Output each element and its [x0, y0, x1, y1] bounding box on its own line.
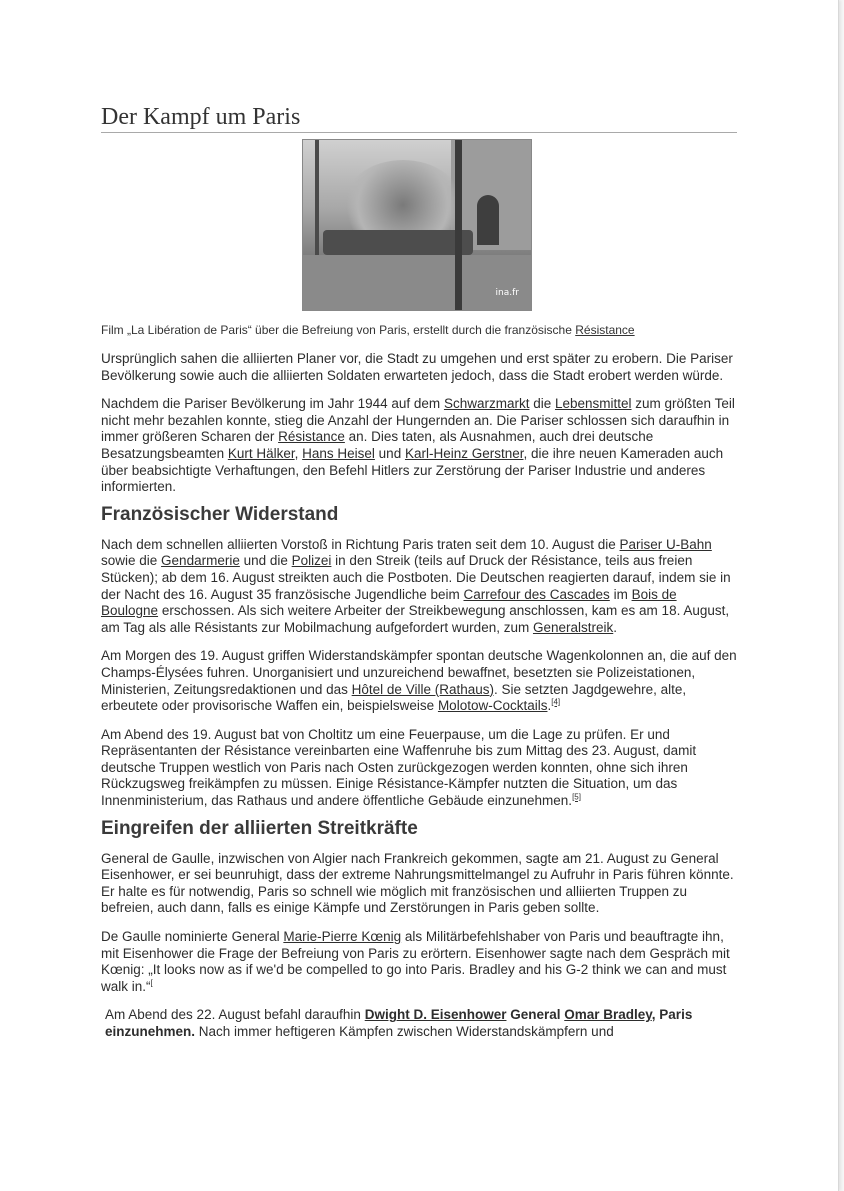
link-lebensmittel[interactable]: Lebensmittel	[554, 396, 632, 412]
photo-debris	[323, 230, 473, 255]
link-carrefour-des-cascades[interactable]: Carrefour des Cascades	[463, 586, 610, 602]
paragraph-2	[101, 396, 737, 496]
text: Ursprünglich sahen die alliierten Planer vor, die Stadt zu umgehen und erst später zu erobern. Die Pariser Bevölkerung sowie auch die alliierten Soldaten erwarteten jedoch, dass die Stadt erobert werden würde.	[101, 351, 733, 383]
text: erschossen. Als sich weitere Arbeiter der Streikbewegung anschlossen, kam es am 18. August, am Tag als alle Résistants zur Mobilmachung aufgefordert wurden, zum	[101, 603, 730, 635]
text: .	[547, 698, 552, 714]
link-marie-pierre-koenig[interactable]: Marie-Pierre Kœnig	[283, 929, 402, 945]
link-molotow-cocktails[interactable]: Molotow-Cocktails	[437, 698, 548, 714]
section-heading-widerstand: Französischer Widerstand	[101, 503, 339, 525]
text: Am Abend des 22. August befahl daraufhin	[105, 1007, 365, 1023]
text: De Gaulle nominierte General	[101, 929, 284, 945]
watermark: ina.fr	[495, 288, 519, 298]
paragraph-7	[101, 929, 737, 995]
text-bold: , Paris einzunehmen.	[105, 1007, 693, 1039]
link-bois-de-boulogne[interactable]: Bois de Boulogne	[101, 586, 677, 619]
text: und	[374, 445, 405, 461]
link-polizei[interactable]: Polizei	[291, 553, 332, 569]
text: General de Gaulle, inzwischen von Algier nach Frankreich gekommen, sagte am 21. August zu General Eisenhower, er sei beunruhigt, dass der extreme Nahrungsmittelmangel zu Aufruhr in Paris führen könnte. Er halte es für notwendig, Paris so schnell wie möglich mit französischen und alliierten Truppen zu befreien, auch dann, falls es einige Kämpfe und Zerstörungen in Paris geben sollte.	[101, 850, 734, 916]
footnote-ref[interactable]: [	[150, 978, 153, 988]
text: und die	[239, 553, 292, 569]
caption-text: Film „La Libération de Paris“ über die Befreiung von Paris, erstellt durch die französische	[101, 323, 576, 337]
text: Nach immer heftigeren Kämpfen zwischen Widerstandskämpfern und	[195, 1024, 614, 1039]
footnote-ref-4[interactable]: [4]	[551, 697, 561, 707]
text: Nach dem schnellen alliierten Vorstoß in Richtung Paris traten seit dem 10. August die	[101, 536, 620, 552]
photo-door	[477, 195, 499, 245]
text: , die ihre neuen Kameraden auch über beabsichtigte Verhaftungen, den Befehl Hitlers zur Zerstörung der Pariser Industrie und anderes informierten.	[101, 445, 724, 495]
link-schwarzmarkt[interactable]: Schwarzmarkt	[443, 396, 530, 412]
photo-tree	[455, 140, 462, 310]
text: als Militärbefehlshaber von Paris und beauftragte ihn, mit Eisenhower die Frage der Befreiung von Paris zu erörtern. Eisenhower sagte nach dem Gespräch mit Kœnig: „It looks now as if we'd be compelled to go into Paris. Bradley and his G-2 think we can and must walk in.“	[101, 929, 730, 994]
text: zum größten Teil nicht mehr bezahlen konnte, stieg die Anzahl der Hungernden an. Die Pariser schlossen sich daraufhin in immer größeren Scharen der	[101, 396, 735, 445]
photo-road	[303, 255, 531, 310]
link-pariser-u-bahn[interactable]: Pariser U-Bahn	[619, 536, 712, 552]
link-dwight-d-eisenhower[interactable]: Dwight D. Eisenhower	[364, 1007, 507, 1023]
paragraph-4	[101, 648, 737, 714]
text: die	[529, 396, 555, 412]
text: Am Morgen des 19. August griffen Widerstandskämpfer spontan deutsche Wagenkolonnen an, die auf den Champs-Élysées fuhren. Unorganisiert und unzureichend bewaffnet, besetzten sie Polizeistationen, Ministerien, Zeitungsredaktionen und das	[101, 648, 737, 697]
text: . Sie setzten Jagdgewehre, alte, erbeutete oder provisorische Waffen ein, beispielsweise	[101, 681, 687, 714]
figure	[101, 139, 737, 337]
figure-caption	[101, 323, 737, 337]
paragraph-1	[101, 351, 737, 384]
paragraph-3	[101, 537, 737, 637]
link-hotel-de-ville[interactable]: Hôtel de Ville (Rathaus)	[351, 681, 494, 697]
page-title: Der Kampf um Paris	[101, 104, 737, 133]
paragraph-6	[101, 851, 737, 917]
link-omar-bradley[interactable]: Omar Bradley	[564, 1007, 652, 1023]
link-karl-heinz-gerstner[interactable]: Karl-Heinz Gerstner	[404, 445, 524, 461]
paragraph-8	[101, 1007, 737, 1040]
text: an. Dies taten, als Ausnahmen, auch drei deutsche Besatzungsbeamten	[101, 429, 654, 461]
text: ,	[294, 445, 303, 461]
footnote-ref-5[interactable]: [5]	[572, 792, 581, 802]
link-generalstreik[interactable]: Generalstreik	[532, 619, 614, 635]
text: sowie die	[101, 553, 162, 569]
paragraph-5	[101, 727, 737, 810]
text: .	[613, 619, 618, 635]
link-hans-heisel[interactable]: Hans Heisel	[302, 445, 375, 461]
text: Am Abend des 19. August bat von Choltitz um eine Feuerpause, um die Lage zu prüfen. Er und Repräsentanten der Résistance vereinbarten eine Waffenruhe bis zum Mittag des 23. August, damit deutsche Truppen westlich von Paris nach Osten zurückgezogen werden konnten, ohne sich ihren Rückzugsweg freikämpfen zu müssen. Einige Résistance-Kämpfer nutzten die Situation, um das Innenministerium, das Rathaus und andere öffentliche Gebäude einzunehmen.	[101, 726, 697, 809]
film-still-image[interactable]	[302, 139, 532, 311]
link-resistance[interactable]: Résistance	[278, 429, 345, 445]
text-bold: General	[506, 1007, 565, 1023]
text: Nachdem die Pariser Bevölkerung im Jahr 1944 auf dem	[101, 396, 444, 412]
section-heading-streitkraefte: Eingreifen der alliierten Streitkräfte	[101, 817, 418, 839]
link-gendarmerie[interactable]: Gendarmerie	[161, 553, 240, 569]
text: in den Streik (teils auf Druck der Résistance, teils aus freien Stücken); ab dem 16. August streikten auch die Postboten. Die Deutschen reagierten darauf, indem sie in der Nacht des 16. August 35 französische Jugendliche beim	[101, 553, 731, 602]
article	[101, 104, 737, 1041]
text: im	[609, 586, 632, 602]
link-resistance-caption[interactable]: Résistance	[575, 323, 635, 337]
link-kurt-haelker[interactable]: Kurt Hälker	[227, 445, 295, 461]
